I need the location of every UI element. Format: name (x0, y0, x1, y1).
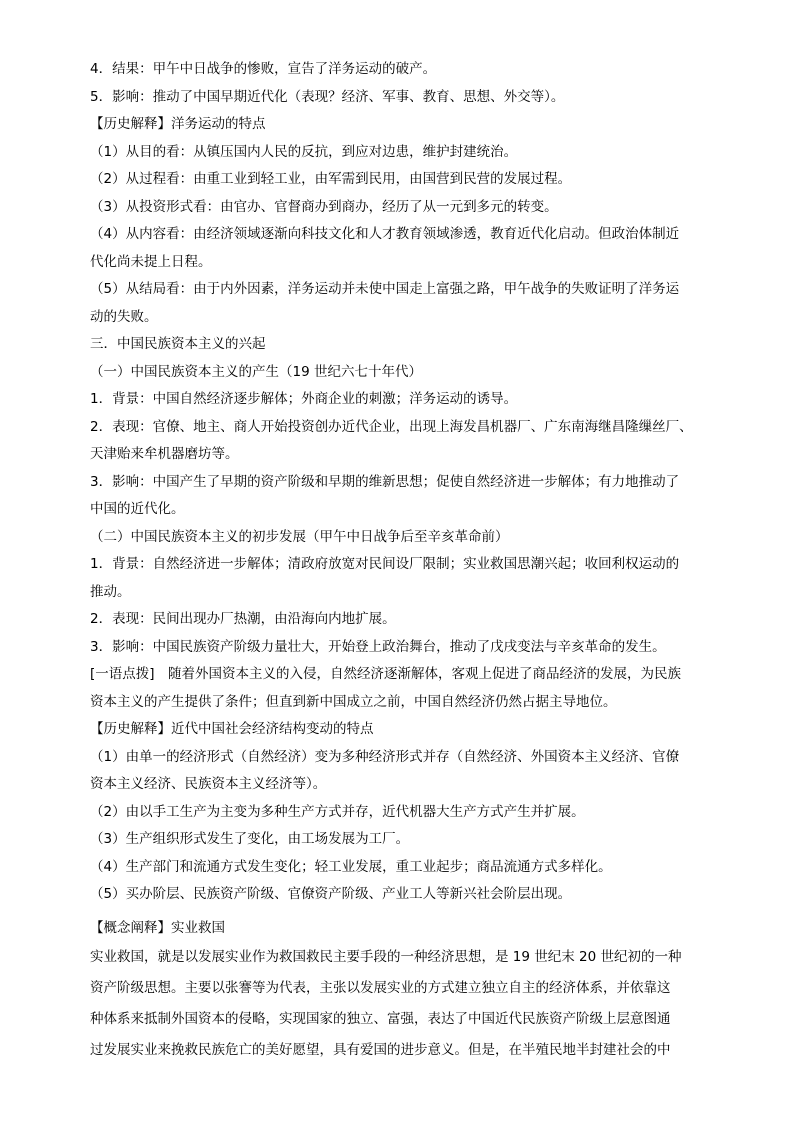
note-line: [一语点拨] 随着外国资本主义的入侵，自然经济逐渐解体，客观上促进了商品经济的发展，为民族 (90, 666, 682, 682)
text-line: 5．影响：推动了中国早期近代化（表现？经济、军事、教育、思想、外交等）。 (90, 88, 565, 105)
section-heading: 【概念阐释】实业救国 (90, 919, 225, 936)
text-line: 1．背景：自然经济进一步解体；清政府放宽对民间设厂限制；实业救国思潮兴起；收回利权运动的 (90, 556, 680, 572)
text-line: 4．结果：甲午中日战争的惨败，宣告了洋务运动的破产。 (90, 61, 437, 77)
text-line: （3）从投资形式看：由官办、官督商办到商办，经历了从一元到多元的转变。 (90, 198, 558, 215)
text-line: 代化尚未提上日程。 (90, 253, 212, 270)
paragraph-line: 资产阶级思想。主要以张謇等为代表，主张以发展实业的方式建立独立自主的经济体系，并依靠这 (90, 980, 671, 996)
text-line: （3）生产组织形式发生了变化，由工场发展为工厂。 (90, 831, 410, 847)
document-page (90, 56, 710, 1066)
text-line: 动的失败。 (90, 308, 158, 325)
text-line: （4）从内容看：由经济领域逐渐向科技文化和人才教育领域渗透，教育近代化启动。但政治体制近 (90, 226, 680, 242)
section-heading: 【历史解释】洋务运动的特点 (90, 116, 266, 132)
paragraph-line: 过发展实业来挽救民族危亡的美好愿望，具有爱国的进步意义。但是，在半殖民地半封建社会的中 (90, 1042, 671, 1058)
text-line: （2）从过程看：由重工业到轻工业，由军需到民用，由国营到民营的发展过程。 (90, 171, 572, 187)
paragraph-line: 种体系来抵制外国资本的侵略，实现国家的独立、富强，表达了中国近代民族资产阶级上层意图通 (90, 1011, 671, 1027)
text-line: 3．影响：中国产生了早期的资产阶级和早期的维新思想；促使自然经济进一步解体；有力地推动了 (90, 473, 680, 490)
paragraph-line: 实业救国，就是以发展实业作为救国救民主要手段的一种经济思想，是 19 世纪末 20 世纪初的一种 (90, 949, 682, 965)
text-line: （1）从目的看：从镇压国内人民的反抗，到应对边患，维护封建统治。 (90, 143, 518, 160)
text-line: 天津贻来牟机器磨坊等。 (90, 446, 239, 462)
section-heading: 【历史解释】近代中国社会经济结构变动的特点 (90, 721, 374, 737)
text-line: 中国的近代化。 (90, 501, 185, 517)
text-line: 2．表现：官僚、地主、商人开始投资创办近代企业，出现上海发昌机器厂、广东南海继昌隆缫丝厂、 (90, 418, 693, 435)
note-line: 资本主义的产生提供了条件；但直到新中国成立之前，中国自然经济仍然占据主导地位。 (90, 693, 617, 710)
text-line: 1．背景：中国自然经济逐步解体；外商企业的刺激；洋务运动的诱导。 (90, 391, 518, 407)
text-line: 资本主义经济、民族资本主义经济等）。 (90, 776, 327, 792)
text-line: （5）买办阶层、民族资产阶级、官僚资产阶级、产业工人等新兴社会阶层出现。 (90, 886, 572, 902)
text-line: 推动。 (90, 583, 131, 600)
text-line: （2）由以手工生产为主变为多种生产方式并存，近代机器大生产方式产生并扩展。 (90, 803, 585, 820)
text-line: （1）由单一的经济形式（自然经济）变为多种经济形式并存（自然经济、外国资本主义经济、官僚 (90, 748, 680, 765)
text-line: （5）从结局看：由于内外因素，洋务运动并未使中国走上富强之路，甲午战争的失败证明了洋务运 (90, 281, 680, 297)
text-line: 3．影响：中国民族资产阶级力量壮大，开始登上政治舞台，推动了戊戌变法与辛亥革命的发生。 (90, 638, 666, 655)
section-heading: 三．中国民族资本主义的兴起 (90, 336, 266, 352)
text-line: 2．表现：民间出现办厂热潮，由沿海向内地扩展。 (90, 611, 396, 627)
text-line: （4）生产部门和流通方式发生变化；轻工业发展，重工业起步；商品流通方式多样化。 (90, 858, 612, 875)
subsection-heading: （二）中国民族资本主义的初步发展（甲午中日战争后至辛亥革命前） (90, 528, 509, 545)
subsection-heading: （一）中国民族资本主义的产生（19 世纪六七十年代） (90, 363, 422, 380)
